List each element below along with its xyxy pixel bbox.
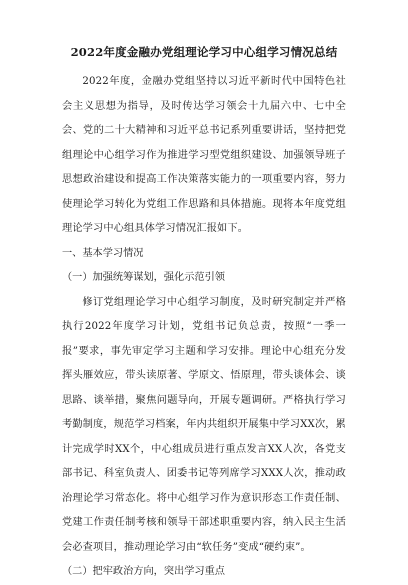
document-title: 2022年度金融办党组理论学习中心组学习情况总结 (70, 45, 338, 59)
body-paragraph-planning: 修订党组理论学习中心组学习制度，及时研究制定并严格执行2022年度学习计划，党组书记负总责，按照“一季一报”要求，事先审定学习主题和学习安排。理论中心组充分发挥头雁效应，带头读原著、学原文、悟原理，带头谈体会、谈思路、谈举措，聚焦问题导向，开展专题调研。严格执行学习考勤制度，规范学习档案，年内共组织开展集中学习XX次，累计完成学时XX个，中心组成员进行重点发言XX人次，各党支部书记、科室负责人、团委书记等列席学习XXX人次，推动政治理论学习常态化。将中心组学习作为意识形态工作责任制、党建工作责任制考核和领导干部述职重要内容，纳入民主生活会必查项目，推动理论学习由“软任务”变成“硬约束”。 (62, 296, 346, 553)
subheading-political-direction: （二）把牢政治方向，突出学习重点 (62, 566, 225, 577)
intro-paragraph: 2022年度，金融办党组坚持以习近平新时代中国特色社会主义思想为指导，及时传达学习领会十九届六中、七中全会、党的二十大精神和习近平总书记系列重要讲话，坚持把党组理论中心组学习作为推进学习型党组织建设、加强领导班子思想政治建设和提高工作决策落实能力的一项重要内容，努力使理论学习转化为党组工作思路和具体措施。现将本年度党组理论学习中心组具体学习情况汇报如下。 (62, 76, 346, 234)
subheading-planning: （一）加强统筹谋划，强化示范引领 (62, 272, 225, 283)
section-heading-basic-situation: 一、基本学习情况 (62, 247, 144, 259)
